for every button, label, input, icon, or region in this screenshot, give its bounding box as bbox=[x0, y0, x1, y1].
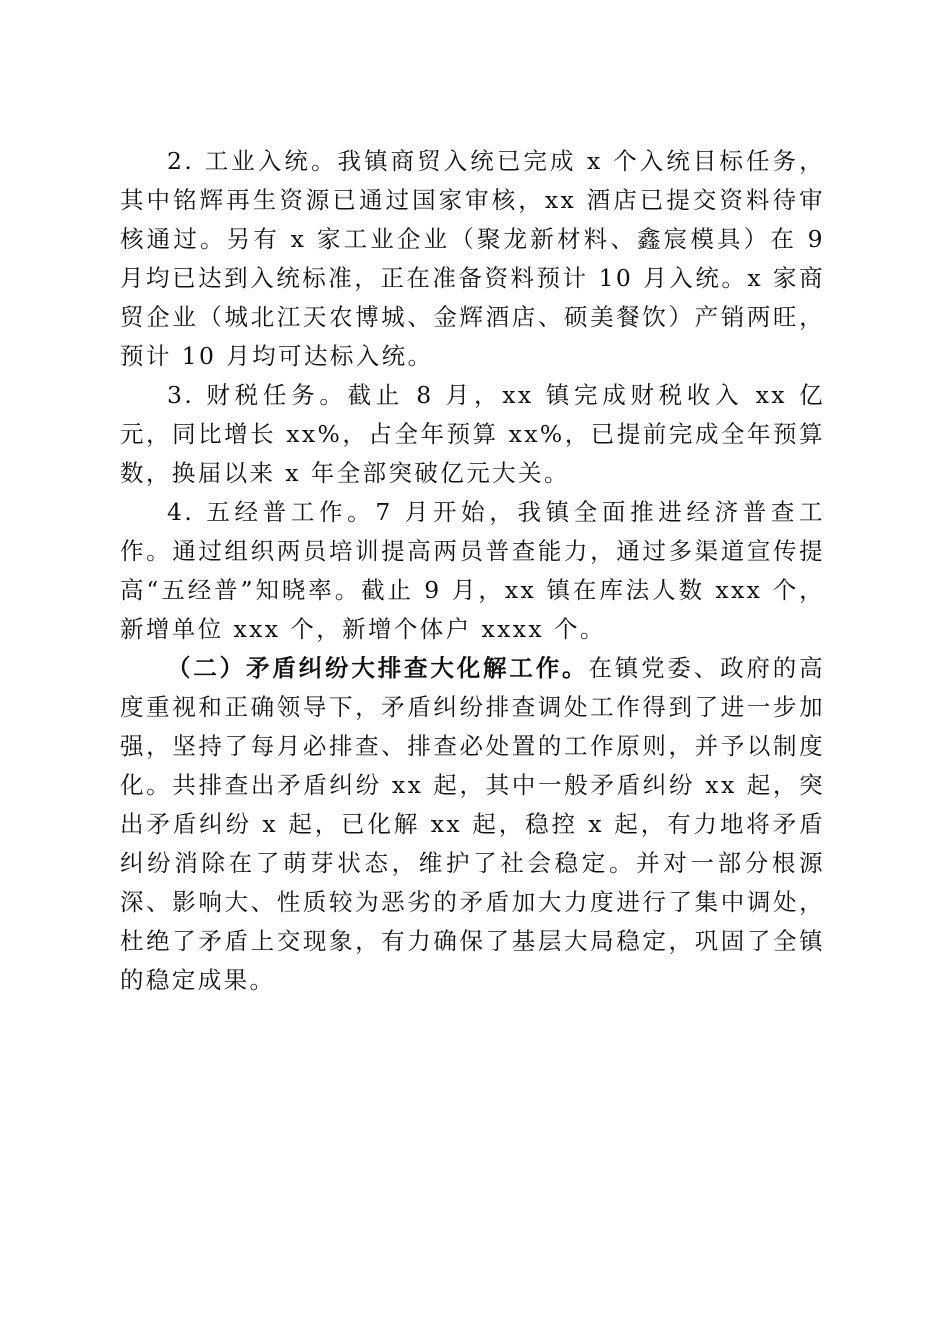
paragraph-economic-census bbox=[120, 493, 825, 649]
paragraph-text: 3. 财税任务。截止 8 月，xx 镇完成财税收入 xx 亿元，同比增长 xx%，占全年预算 xx%，已提前完成全年预算数，换届以来 x 年全部突破亿元大关。 bbox=[120, 381, 825, 487]
paragraph-industrial-registration bbox=[120, 142, 825, 376]
paragraph-fiscal-tasks bbox=[120, 376, 825, 493]
document-body bbox=[120, 142, 825, 1000]
paragraph-dispute-resolution bbox=[120, 649, 825, 1000]
section-heading: （二）矛盾纠纷大排查大化解工作。 bbox=[167, 654, 589, 682]
paragraph-text: 在镇党委、政府的高度重视和正确领导下，矛盾纠纷排查调处工作得到了进一步加强，坚持了每月必排查、排查必处置的工作原则，并予以制度化。共排查出矛盾纠纷 xx 起，其中一般矛盾纠纷 xx 起，突出矛盾纠纷 x 起，已化解 xx 起，稳控 x 起，有力地将矛盾纠纷消除在了萌芽状态，维护了社会稳定。并对一部分根源深、影响大、性质较为恶劣的矛盾加大力度进行了集中调处，杜绝了矛盾上交现象，有力确保了基层大局稳定，巩固了全镇的稳定成果。 bbox=[120, 654, 825, 994]
paragraph-text: 2. 工业入统。我镇商贸入统已完成 x 个入统目标任务，其中铭辉再生资源已通过国家审核，xx 酒店已提交资料待审核通过。另有 x 家工业企业（聚龙新材料、鑫宸模具）在 9 月均已达到入统标准，正在准备资料预计 10 月入统。x 家商贸企业（城北江天农博城、金辉酒店、硕美餐饮）产销两旺，预计 10 月均可达标入统。 bbox=[120, 147, 825, 370]
paragraph-text: 4. 五经普工作。7 月开始，我镇全面推进经济普查工作。通过组织两员培训提高两员普查能力，通过多渠道宣传提高“五经普”知晓率。截止 9 月，xx 镇在库法人数 xxx 个，新增单位 xxx 个，新增个体户 xxxx 个。 bbox=[120, 498, 825, 643]
